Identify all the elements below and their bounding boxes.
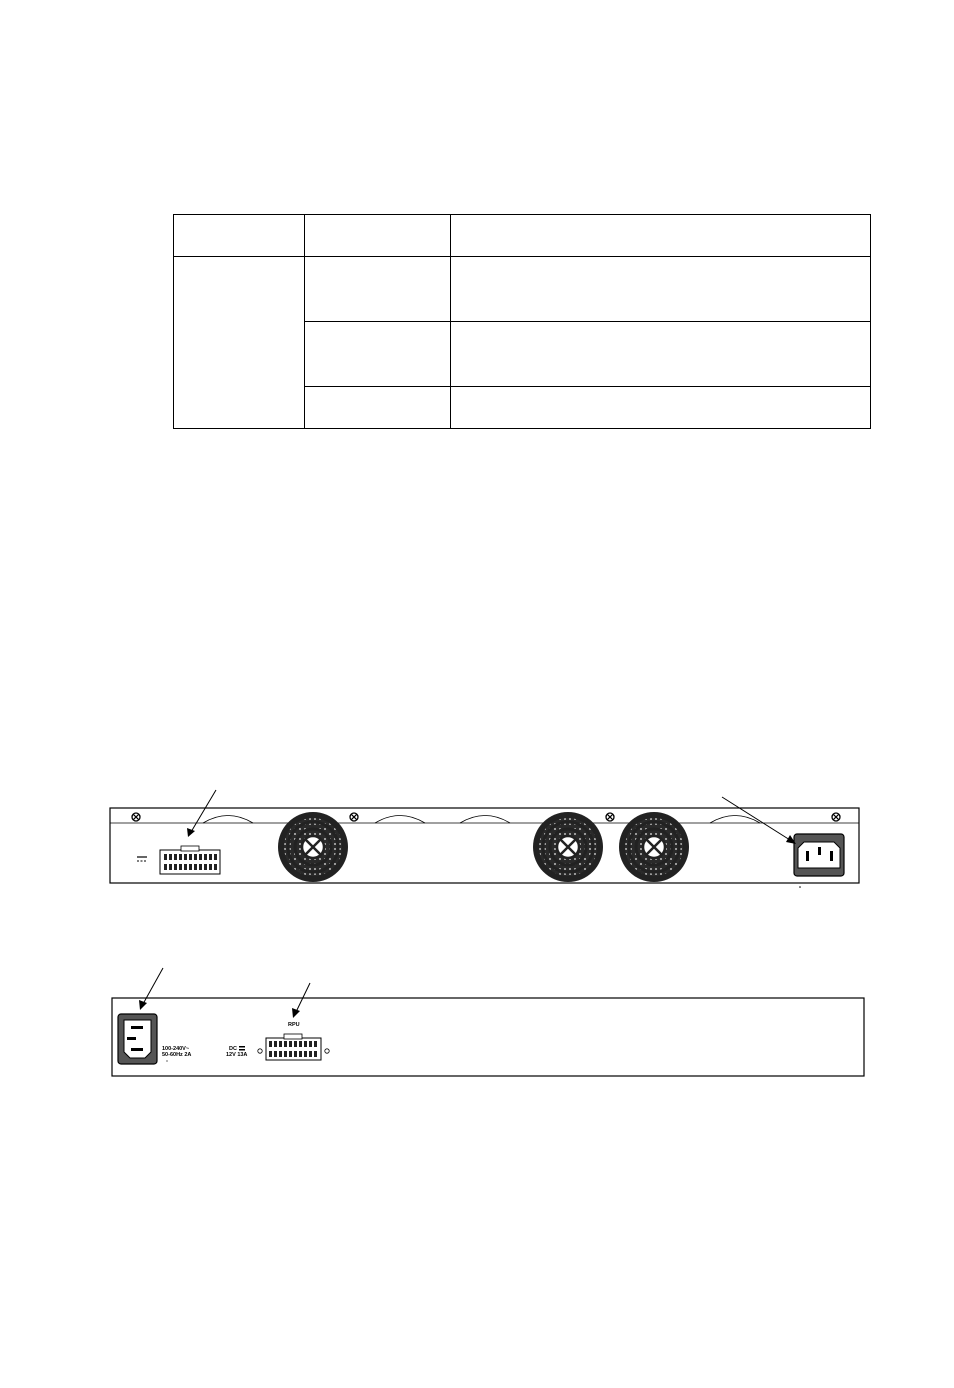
ac-power-inlet bbox=[118, 1014, 157, 1064]
rpu-label: RPU bbox=[288, 1022, 300, 1028]
rear-panel bbox=[110, 808, 859, 888]
screw-icon bbox=[132, 813, 140, 821]
dc-rating-text: 12V 13A bbox=[226, 1052, 248, 1058]
screw-hole-icon bbox=[258, 1049, 262, 1053]
front-panel bbox=[112, 998, 864, 1076]
screw-icon bbox=[606, 813, 614, 821]
rpu-connector bbox=[160, 846, 220, 874]
ac-rating-text: 50-60Hz 2A bbox=[162, 1052, 192, 1058]
ac-rating-text: 100-240V~ bbox=[162, 1046, 190, 1052]
screw-hole-icon bbox=[325, 1049, 329, 1053]
fan-icon bbox=[278, 812, 348, 882]
ac-power-inlet bbox=[794, 834, 844, 876]
dc-label: DC bbox=[229, 1046, 237, 1052]
fan-icon bbox=[619, 812, 689, 882]
rpu-connector bbox=[266, 1034, 321, 1060]
fan-icon bbox=[533, 812, 603, 882]
screw-icon bbox=[350, 813, 358, 821]
screw-icon bbox=[832, 813, 840, 821]
